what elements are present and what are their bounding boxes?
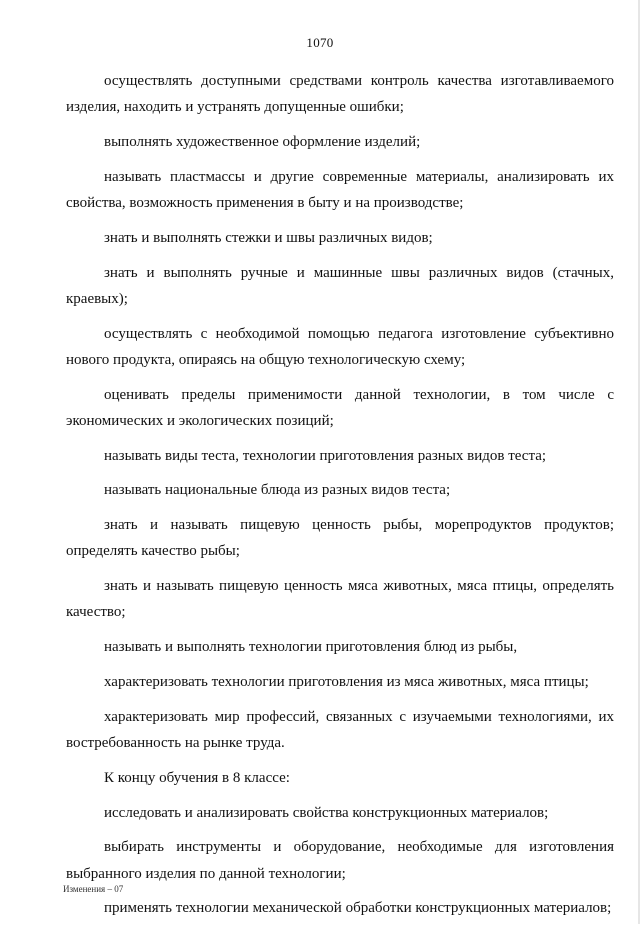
paragraph: осуществлять с необходимой помощью педагога изготовление субъективно нового продукта, опираясь на общую технологическую схему; [66, 325, 614, 368]
section-heading: К концу обучения в 8 классе: [104, 769, 290, 786]
paragraph: знать и называть пищевую ценность рыбы, морепродуктов продуктов; определять качество рыбы; [66, 517, 614, 560]
paragraph: применять технологии механической обработки конструкционных материалов; [104, 900, 612, 917]
page-footer: Изменения – 07 [63, 884, 124, 894]
paragraph: характеризовать технологии приготовления из мяса животных, мяса птицы; [104, 673, 589, 690]
paragraph: называть национальные блюда из разных видов теста; [104, 482, 451, 499]
paragraph: знать и называть пищевую ценность мяса животных, мяса птицы, определять качество; [66, 578, 614, 621]
page-content [66, 68, 614, 930]
paragraph: называть и выполнять технологии приготовления блюд из рыбы, [104, 639, 518, 656]
paragraph: осуществлять доступными средствами контроль качества изготавливаемого изделия, находить и устранять допущенные ошибки; [66, 73, 614, 116]
paragraph: знать и выполнять ручные и машинные швы различных видов (стачных, краевых); [66, 264, 614, 307]
page-number: 1070 [306, 35, 334, 50]
paragraph: выполнять художественное оформление изделий; [104, 134, 421, 150]
paragraph: знать и выполнять стежки и швы различных видов; [104, 229, 433, 246]
paragraph: называть пластмассы и другие современные материалы, анализировать их свойства, возможность применения в быту и на производстве; [66, 168, 614, 211]
paragraph: исследовать и анализировать свойства конструкционных материалов; [104, 804, 549, 821]
paragraph: выбирать инструменты и оборудование, необходимые для изготовления выбранного изделия по данной технологии; [66, 839, 614, 882]
paragraph: характеризовать мир профессий, связанных с изучаемыми технологиями, их востребованность на рынке труда. [66, 708, 614, 751]
paragraph: называть виды теста, технологии приготовления разных видов теста; [104, 447, 547, 464]
paragraph: оценивать пределы применимости данной технологии, в том числе с экономических и экологических позиций; [66, 386, 614, 429]
